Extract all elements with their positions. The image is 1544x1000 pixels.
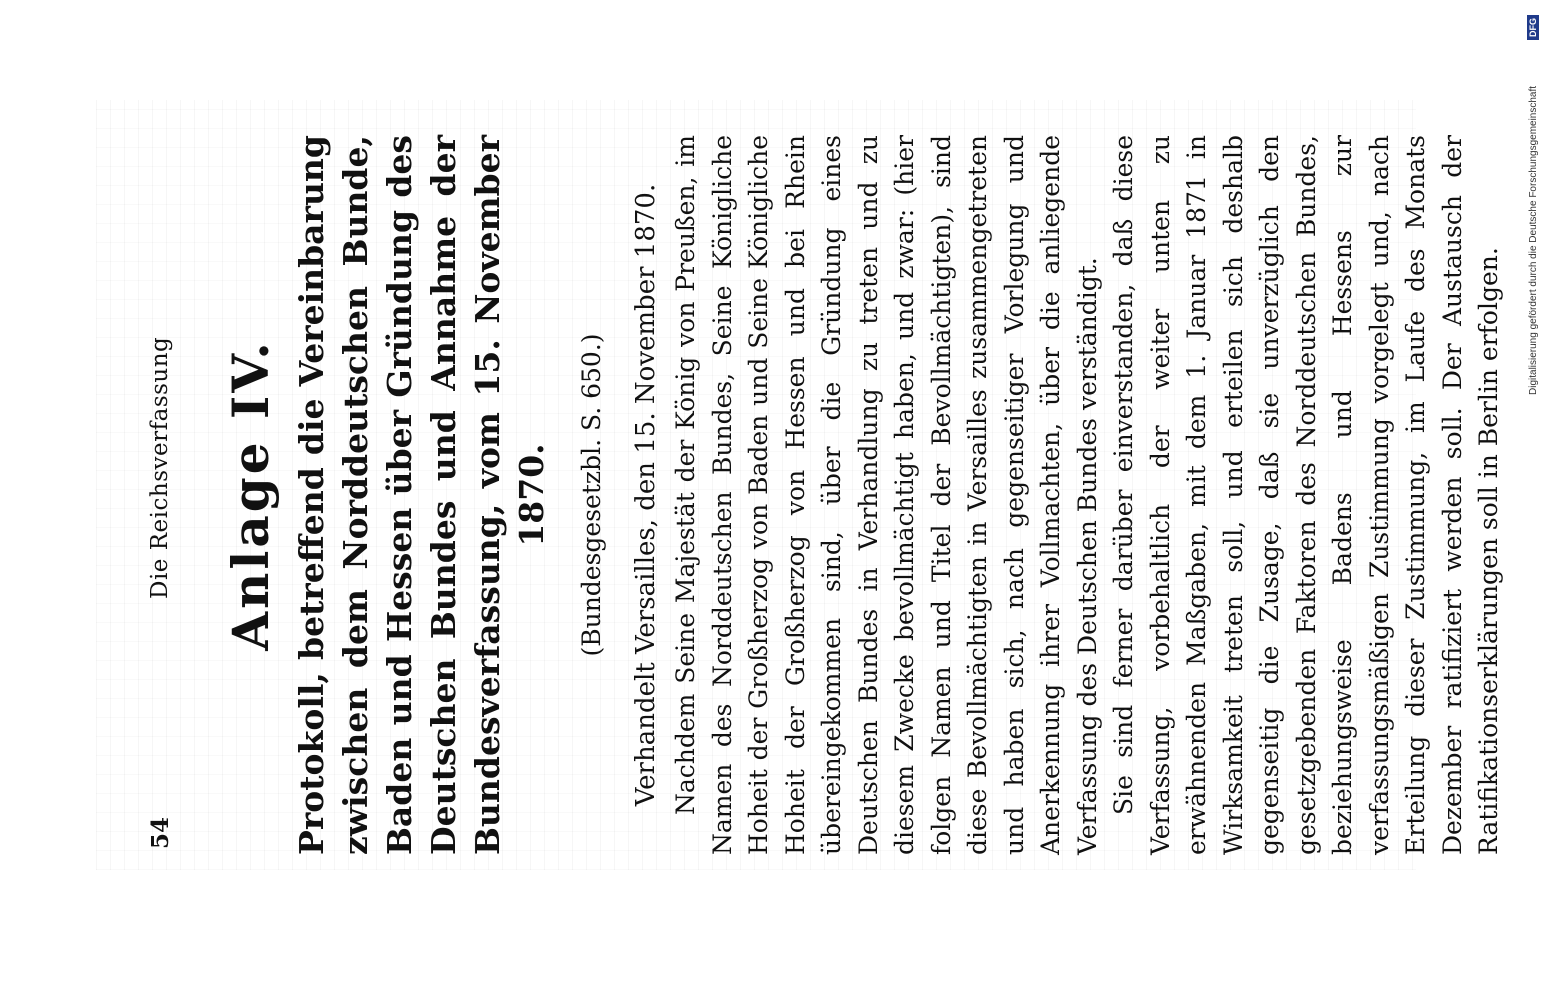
running-title: Die Reichsverfassung	[147, 336, 173, 599]
paragraph-1: Nachdem Seine Majestät der König von Preußen, im Namen des Norddeutschen Bundes, Seine Königliche Hoheit der Großherzog von Baden und Seine Königliche Hoheit der Großherzog von Hessen und bei Rhein übereingekommen sind, über die Gründung eines Deutschen Bundes in Verhandlung zu treten und zu diesem Zwecke bevollmächtigt haben, und zwar: (hier folgen Namen und Titel der Bevollmächtigten), sind diese Bevollmächtigten in Versailles zusammengetreten und haben sich, nach gegenseitiger Vorlegung und Anerkennung ihrer Vollmachten, über die anliegende Verfassung des Deutschen Bundes verständigt.	[671, 135, 1102, 855]
paragraph-2: Sie sind ferner darüber einverstanden, daß diese Verfassung, vorbehaltlich der weiter unten zu erwähnenden Maßgaben, mit dem 1. Januar 1871 in Wirksamkeit treten soll, und erteilen sich deshalb gegenseitig die Zusage, daß sie unverzüglich den gesetzgebenden Faktoren des Norddeutschen Bundes, beziehungsweise Badens und Hessens zur verfassungsmäßigen Zustimmung vorgelegt und, nach Erteilung dieser Zustimmung, im Laufe des Monats Dezember ratifiziert werden soll. Der Austausch der Ratifikationserklärungen soll in Berlin erfolgen.	[1109, 135, 1503, 855]
rotated-page-content	[140, 135, 1503, 855]
watermark-text: Digitalisierung gefördert durch die Deutsche Forschungsgemeinschaft	[1527, 85, 1539, 395]
page-number: 54	[146, 816, 174, 849]
protocol-title: Protokoll, betreffend die Vereinbarung zwischen dem Norddeutschen Bunde, Baden und Hessen über Gründung des Deutschen Bundes und Annahme der Bundesverfassung, vom 15. November 1870.	[292, 135, 551, 855]
running-head	[140, 135, 180, 855]
citation: (Bundesgesetzbl. S. 650.)	[577, 333, 606, 657]
place-date-line: Verhandelt Versailles, den 15. November 1870.	[631, 183, 661, 807]
appendix-heading: Anlage IV.	[221, 339, 280, 651]
digitization-watermark	[1526, 15, 1540, 395]
dfg-logo-icon: DFG	[1527, 15, 1539, 40]
